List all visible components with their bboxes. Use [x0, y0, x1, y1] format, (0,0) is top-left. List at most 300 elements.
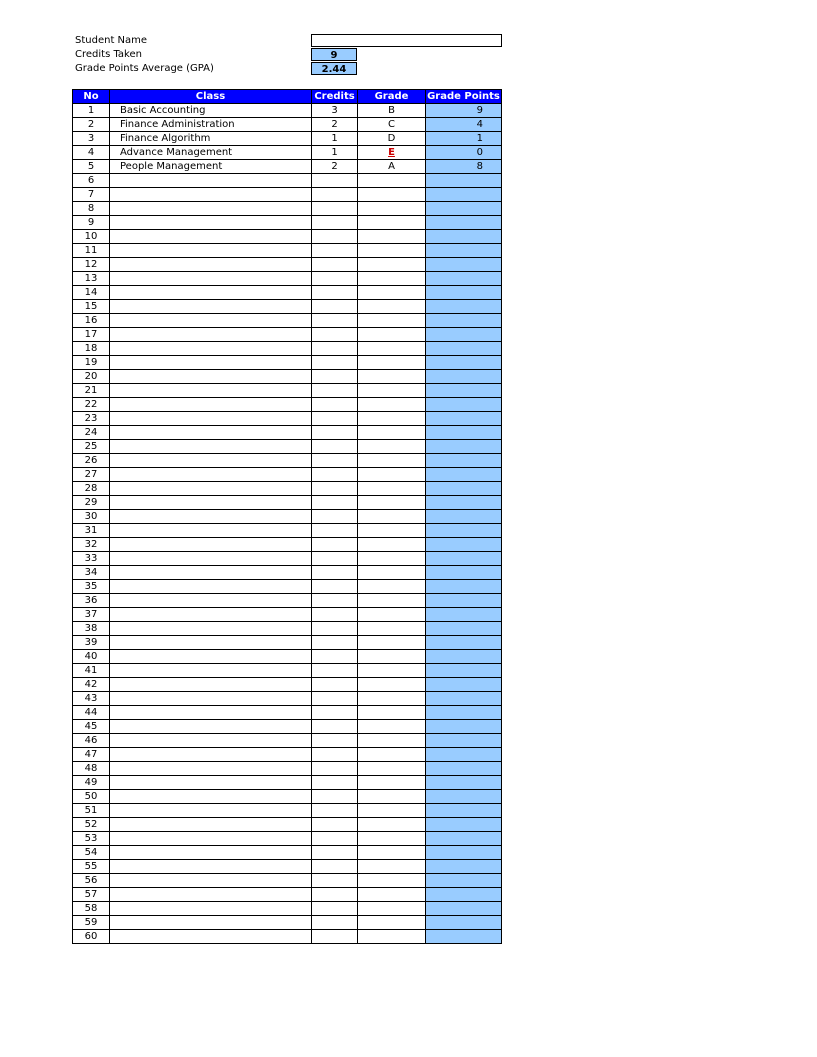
- class-cell[interactable]: [110, 790, 312, 804]
- table-row: [73, 538, 502, 552]
- grade-cell[interactable]: [358, 342, 426, 356]
- row-no: 25: [73, 440, 110, 454]
- class-cell[interactable]: [110, 202, 312, 216]
- credits-cell[interactable]: 1: [312, 132, 358, 146]
- credits-cell[interactable]: [312, 552, 358, 566]
- row-no: 43: [73, 692, 110, 706]
- row-no: 17: [73, 328, 110, 342]
- grade-points-cell: [426, 440, 502, 454]
- credits-cell[interactable]: [312, 314, 358, 328]
- grade-points-cell: [426, 566, 502, 580]
- row-no: 30: [73, 510, 110, 524]
- class-cell[interactable]: [110, 748, 312, 762]
- table-row: [73, 832, 502, 846]
- header-credits: Credits: [312, 90, 358, 104]
- class-cell[interactable]: Advance Management: [110, 146, 312, 160]
- grade-cell[interactable]: [358, 538, 426, 552]
- credits-cell[interactable]: [312, 440, 358, 454]
- class-cell[interactable]: [110, 258, 312, 272]
- row-no: 20: [73, 370, 110, 384]
- row-no: 42: [73, 678, 110, 692]
- grade-cell[interactable]: [358, 468, 426, 482]
- class-cell[interactable]: [110, 286, 312, 300]
- row-no: 22: [73, 398, 110, 412]
- credits-cell[interactable]: [312, 832, 358, 846]
- grade-points-cell: [426, 720, 502, 734]
- class-cell[interactable]: [110, 692, 312, 706]
- class-cell[interactable]: [110, 720, 312, 734]
- credits-cell[interactable]: [312, 818, 358, 832]
- grade-cell[interactable]: [358, 552, 426, 566]
- class-cell[interactable]: [110, 594, 312, 608]
- class-cell[interactable]: [110, 412, 312, 426]
- grade-cell[interactable]: [358, 874, 426, 888]
- grade-points-cell: 8: [426, 160, 502, 174]
- grade-cell[interactable]: [358, 426, 426, 440]
- grade-cell[interactable]: [358, 328, 426, 342]
- credits-cell[interactable]: [312, 454, 358, 468]
- grade-points-cell: [426, 776, 502, 790]
- grade-points-cell: [426, 328, 502, 342]
- grade-points-cell: [426, 398, 502, 412]
- credits-cell[interactable]: [312, 608, 358, 622]
- grade-points-cell: [426, 678, 502, 692]
- table-row: [73, 734, 502, 748]
- grade-cell[interactable]: [358, 608, 426, 622]
- row-no: 37: [73, 608, 110, 622]
- credits-cell[interactable]: [312, 664, 358, 678]
- table-row: [73, 762, 502, 776]
- credits-cell[interactable]: [312, 496, 358, 510]
- credits-cell[interactable]: 2: [312, 160, 358, 174]
- grade-points-cell: [426, 748, 502, 762]
- grade-points-cell: [426, 356, 502, 370]
- grade-points-cell: [426, 888, 502, 902]
- grade-cell[interactable]: [358, 244, 426, 258]
- grade-cell[interactable]: [358, 720, 426, 734]
- credits-cell[interactable]: [312, 202, 358, 216]
- credits-cell[interactable]: [312, 566, 358, 580]
- credits-cell[interactable]: [312, 762, 358, 776]
- grade-points-cell: 1: [426, 132, 502, 146]
- grade-cell[interactable]: [358, 216, 426, 230]
- table-row: [73, 342, 502, 356]
- row-no: 38: [73, 622, 110, 636]
- grade-points-cell: [426, 608, 502, 622]
- class-cell[interactable]: [110, 216, 312, 230]
- grade-cell[interactable]: [358, 370, 426, 384]
- grade-points-cell: [426, 412, 502, 426]
- grade-cell[interactable]: [358, 496, 426, 510]
- grade-cell[interactable]: C: [358, 118, 426, 132]
- class-cell[interactable]: [110, 328, 312, 342]
- class-cell[interactable]: [110, 776, 312, 790]
- grade-points-cell: [426, 706, 502, 720]
- row-no: 53: [73, 832, 110, 846]
- grade-cell[interactable]: [358, 888, 426, 902]
- grade-cell[interactable]: [358, 202, 426, 216]
- header-class: Class: [110, 90, 312, 104]
- grade-cell[interactable]: [358, 692, 426, 706]
- class-cell[interactable]: [110, 174, 312, 188]
- class-cell[interactable]: Finance Administration: [110, 118, 312, 132]
- row-no: 47: [73, 748, 110, 762]
- class-cell[interactable]: [110, 622, 312, 636]
- grade-cell[interactable]: [358, 916, 426, 930]
- credits-cell[interactable]: [312, 650, 358, 664]
- grade-cell[interactable]: [358, 678, 426, 692]
- table-row: [73, 230, 502, 244]
- table-row: [73, 440, 502, 454]
- grade-cell[interactable]: [358, 748, 426, 762]
- class-cell[interactable]: [110, 426, 312, 440]
- grade-cell[interactable]: [358, 188, 426, 202]
- grade-cell[interactable]: [358, 174, 426, 188]
- grade-points-cell: [426, 468, 502, 482]
- grade-points-cell: [426, 510, 502, 524]
- credits-taken-value: 9: [311, 48, 357, 61]
- credits-cell[interactable]: [312, 426, 358, 440]
- table-row: [73, 216, 502, 230]
- row-no: 50: [73, 790, 110, 804]
- class-cell[interactable]: [110, 860, 312, 874]
- table-row: [73, 160, 502, 174]
- row-no: 58: [73, 902, 110, 916]
- grade-cell[interactable]: [358, 510, 426, 524]
- credits-cell[interactable]: [312, 720, 358, 734]
- class-cell[interactable]: People Management: [110, 160, 312, 174]
- credits-cell[interactable]: [312, 916, 358, 930]
- grade-cell[interactable]: [358, 258, 426, 272]
- credits-cell[interactable]: [312, 902, 358, 916]
- grade-points-cell: [426, 804, 502, 818]
- grade-cell[interactable]: [358, 314, 426, 328]
- class-cell[interactable]: [110, 398, 312, 412]
- grade-points-cell: [426, 314, 502, 328]
- grade-cell[interactable]: [358, 706, 426, 720]
- grade-points-cell: [426, 286, 502, 300]
- gpa-value: 2.44: [311, 62, 357, 75]
- table-row: [73, 454, 502, 468]
- class-cell[interactable]: [110, 804, 312, 818]
- class-cell[interactable]: [110, 356, 312, 370]
- credits-cell[interactable]: [312, 286, 358, 300]
- grade-points-cell: [426, 482, 502, 496]
- table-row: [73, 132, 502, 146]
- class-cell[interactable]: [110, 874, 312, 888]
- row-no: 28: [73, 482, 110, 496]
- credits-cell[interactable]: [312, 412, 358, 426]
- credits-cell[interactable]: [312, 510, 358, 524]
- credits-cell[interactable]: [312, 328, 358, 342]
- class-cell[interactable]: [110, 902, 312, 916]
- credits-cell[interactable]: [312, 300, 358, 314]
- credits-cell[interactable]: [312, 888, 358, 902]
- grade-points-cell: [426, 636, 502, 650]
- credits-cell[interactable]: [312, 398, 358, 412]
- row-no: 41: [73, 664, 110, 678]
- grade-cell[interactable]: [358, 818, 426, 832]
- credits-cell[interactable]: [312, 734, 358, 748]
- credits-cell[interactable]: 3: [312, 104, 358, 118]
- row-no: 32: [73, 538, 110, 552]
- row-no: 11: [73, 244, 110, 258]
- credits-cell[interactable]: [312, 244, 358, 258]
- grade-points-cell: [426, 230, 502, 244]
- class-cell[interactable]: [110, 552, 312, 566]
- class-cell[interactable]: [110, 370, 312, 384]
- row-no: 29: [73, 496, 110, 510]
- grade-cell[interactable]: [358, 566, 426, 580]
- row-no: 27: [73, 468, 110, 482]
- grade-cell[interactable]: [358, 622, 426, 636]
- table-row: [73, 356, 502, 370]
- credits-cell[interactable]: [312, 622, 358, 636]
- class-cell[interactable]: [110, 454, 312, 468]
- grade-cell[interactable]: [358, 734, 426, 748]
- grade-cell[interactable]: [358, 650, 426, 664]
- table-row: [73, 888, 502, 902]
- table-row: [73, 818, 502, 832]
- credits-cell[interactable]: [312, 216, 358, 230]
- credits-cell[interactable]: [312, 706, 358, 720]
- credits-cell[interactable]: [312, 930, 358, 944]
- class-cell[interactable]: [110, 846, 312, 860]
- credits-cell[interactable]: [312, 370, 358, 384]
- grade-points-cell: [426, 454, 502, 468]
- grade-cell[interactable]: [358, 636, 426, 650]
- credits-cell[interactable]: [312, 342, 358, 356]
- credits-cell[interactable]: [312, 174, 358, 188]
- table-row: [73, 552, 502, 566]
- credits-cell[interactable]: [312, 636, 358, 650]
- credits-cell[interactable]: [312, 594, 358, 608]
- class-cell[interactable]: [110, 440, 312, 454]
- table-row: [73, 706, 502, 720]
- class-cell[interactable]: [110, 762, 312, 776]
- class-cell[interactable]: [110, 636, 312, 650]
- credits-cell[interactable]: [312, 804, 358, 818]
- table-row: [73, 720, 502, 734]
- class-cell[interactable]: [110, 608, 312, 622]
- row-no: 34: [73, 566, 110, 580]
- grade-cell[interactable]: [358, 664, 426, 678]
- table-row: [73, 202, 502, 216]
- row-no: 35: [73, 580, 110, 594]
- grade-points-cell: [426, 818, 502, 832]
- credits-cell[interactable]: [312, 748, 358, 762]
- grade-cell[interactable]: [358, 440, 426, 454]
- grades-table: [72, 89, 502, 944]
- grade-points-cell: [426, 370, 502, 384]
- row-no: 56: [73, 874, 110, 888]
- row-no: 33: [73, 552, 110, 566]
- credits-cell[interactable]: [312, 538, 358, 552]
- credits-cell[interactable]: [312, 874, 358, 888]
- class-cell[interactable]: [110, 482, 312, 496]
- table-row: [73, 510, 502, 524]
- table-header-row: [73, 90, 502, 104]
- grade-cell[interactable]: [358, 286, 426, 300]
- credits-cell[interactable]: [312, 468, 358, 482]
- grade-cell[interactable]: [358, 902, 426, 916]
- grade-points-cell: [426, 790, 502, 804]
- grade-cell[interactable]: [358, 832, 426, 846]
- row-no: 10: [73, 230, 110, 244]
- class-cell[interactable]: [110, 300, 312, 314]
- table-row: [73, 580, 502, 594]
- table-row: [73, 370, 502, 384]
- gpa-label: Grade Points Average (GPA): [75, 63, 214, 74]
- credits-cell[interactable]: [312, 860, 358, 874]
- credits-cell[interactable]: [312, 846, 358, 860]
- class-cell[interactable]: [110, 538, 312, 552]
- grade-cell[interactable]: [358, 412, 426, 426]
- credits-cell[interactable]: [312, 524, 358, 538]
- class-cell[interactable]: Basic Accounting: [110, 104, 312, 118]
- class-cell[interactable]: [110, 188, 312, 202]
- grade-points-cell: [426, 342, 502, 356]
- grade-cell[interactable]: E: [358, 146, 426, 160]
- grade-cell[interactable]: [358, 580, 426, 594]
- grade-cell[interactable]: [358, 790, 426, 804]
- class-cell[interactable]: [110, 468, 312, 482]
- grade-points-cell: [426, 846, 502, 860]
- credits-cell[interactable]: [312, 776, 358, 790]
- class-cell[interactable]: [110, 510, 312, 524]
- credits-cell[interactable]: [312, 188, 358, 202]
- row-no: 19: [73, 356, 110, 370]
- credits-cell[interactable]: [312, 272, 358, 286]
- credits-cell[interactable]: [312, 580, 358, 594]
- table-row: [73, 608, 502, 622]
- grade-cell[interactable]: [358, 846, 426, 860]
- grade-cell[interactable]: [358, 230, 426, 244]
- grade-cell[interactable]: [358, 300, 426, 314]
- grade-points-cell: [426, 762, 502, 776]
- class-cell[interactable]: [110, 272, 312, 286]
- row-no: 18: [73, 342, 110, 356]
- table-row: [73, 398, 502, 412]
- table-row: [73, 678, 502, 692]
- grade-points-cell: [426, 300, 502, 314]
- class-cell[interactable]: [110, 230, 312, 244]
- row-no: 55: [73, 860, 110, 874]
- table-row: [73, 622, 502, 636]
- table-row: [73, 860, 502, 874]
- class-cell[interactable]: [110, 244, 312, 258]
- row-no: 21: [73, 384, 110, 398]
- grade-cell[interactable]: [358, 384, 426, 398]
- grade-cell[interactable]: B: [358, 104, 426, 118]
- row-no: 26: [73, 454, 110, 468]
- class-cell[interactable]: [110, 818, 312, 832]
- table-row: [73, 636, 502, 650]
- class-cell[interactable]: [110, 706, 312, 720]
- credits-cell[interactable]: [312, 384, 358, 398]
- class-cell[interactable]: [110, 496, 312, 510]
- table-row: [73, 594, 502, 608]
- table-row: [73, 468, 502, 482]
- grade-cell[interactable]: [358, 398, 426, 412]
- class-cell[interactable]: [110, 734, 312, 748]
- credits-cell[interactable]: [312, 692, 358, 706]
- class-cell[interactable]: [110, 524, 312, 538]
- grade-cell[interactable]: [358, 272, 426, 286]
- table-row: [73, 412, 502, 426]
- grade-points-cell: [426, 188, 502, 202]
- grade-cell[interactable]: [358, 524, 426, 538]
- class-cell[interactable]: [110, 832, 312, 846]
- grade-cell[interactable]: [358, 762, 426, 776]
- grade-cell[interactable]: [358, 804, 426, 818]
- credits-cell[interactable]: [312, 356, 358, 370]
- grade-points-cell: [426, 552, 502, 566]
- row-no: 15: [73, 300, 110, 314]
- credits-cell[interactable]: [312, 678, 358, 692]
- credits-cell[interactable]: 1: [312, 146, 358, 160]
- grade-cell[interactable]: [358, 930, 426, 944]
- table-row: [73, 650, 502, 664]
- grade-cell[interactable]: [358, 454, 426, 468]
- row-no: 51: [73, 804, 110, 818]
- grade-cell[interactable]: [358, 356, 426, 370]
- row-no: 1: [73, 104, 110, 118]
- grade-cell[interactable]: [358, 860, 426, 874]
- credits-cell[interactable]: [312, 482, 358, 496]
- class-cell[interactable]: [110, 314, 312, 328]
- table-row: [73, 664, 502, 678]
- credits-taken-label: Credits Taken: [75, 49, 142, 60]
- class-cell[interactable]: [110, 566, 312, 580]
- grade-cell[interactable]: D: [358, 132, 426, 146]
- class-cell[interactable]: [110, 650, 312, 664]
- grade-points-cell: [426, 426, 502, 440]
- class-cell[interactable]: [110, 888, 312, 902]
- table-row: [73, 902, 502, 916]
- class-cell[interactable]: [110, 342, 312, 356]
- grade-cell[interactable]: [358, 776, 426, 790]
- grade-points-cell: [426, 174, 502, 188]
- table-row: [73, 118, 502, 132]
- grade-cell[interactable]: [358, 594, 426, 608]
- credits-cell[interactable]: [312, 258, 358, 272]
- class-cell[interactable]: Finance Algorithm: [110, 132, 312, 146]
- class-cell[interactable]: [110, 916, 312, 930]
- table-row: [73, 314, 502, 328]
- class-cell[interactable]: [110, 384, 312, 398]
- credits-cell[interactable]: 2: [312, 118, 358, 132]
- grade-points-cell: [426, 650, 502, 664]
- credits-cell[interactable]: [312, 790, 358, 804]
- student-name-field[interactable]: [311, 34, 502, 47]
- class-cell[interactable]: [110, 678, 312, 692]
- row-no: 4: [73, 146, 110, 160]
- grade-points-cell: [426, 902, 502, 916]
- grade-points-cell: [426, 832, 502, 846]
- class-cell[interactable]: [110, 930, 312, 944]
- grade-cell[interactable]: A: [358, 160, 426, 174]
- class-cell[interactable]: [110, 580, 312, 594]
- grade-points-cell: [426, 244, 502, 258]
- row-no: 44: [73, 706, 110, 720]
- table-row: [73, 146, 502, 160]
- row-no: 57: [73, 888, 110, 902]
- grade-cell[interactable]: [358, 482, 426, 496]
- credits-cell[interactable]: [312, 230, 358, 244]
- class-cell[interactable]: [110, 664, 312, 678]
- table-row: [73, 482, 502, 496]
